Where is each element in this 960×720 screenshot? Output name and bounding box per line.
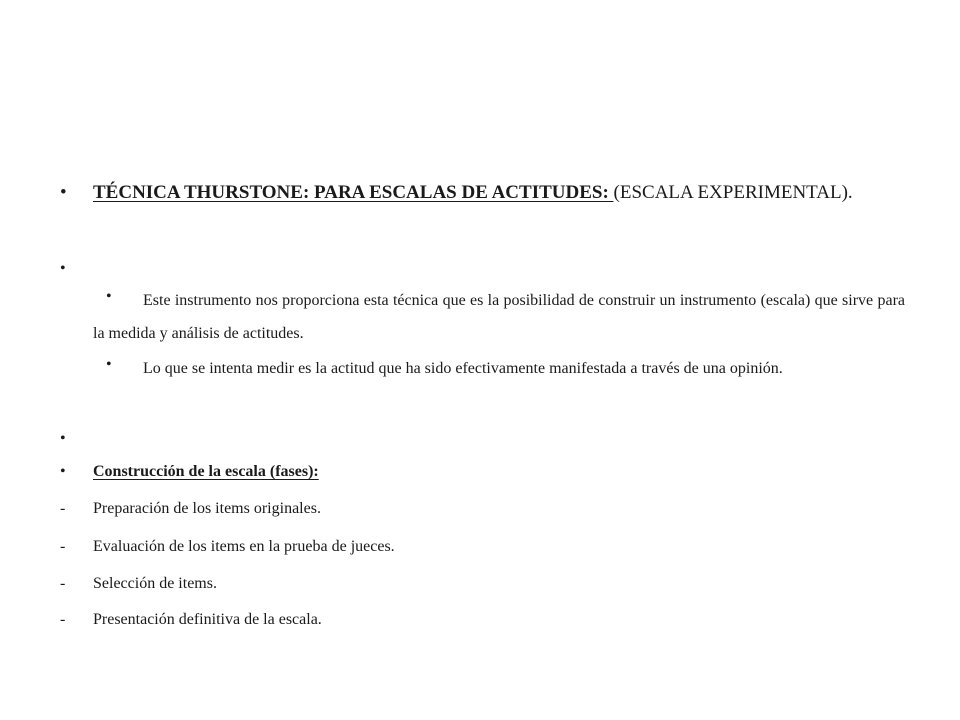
bullet-marker: • <box>60 260 66 277</box>
title-rest-text: (ESCALA EXPERIMENTAL). <box>613 182 853 203</box>
slide-title <box>93 175 905 211</box>
sub-bullet-text: Este instrumento nos proporciona esta técnica que es la posibilidad de construir un instrumento (escala) que sirve para la medida y análisis de actitudes. <box>93 292 905 342</box>
dash-marker: - <box>60 500 66 517</box>
sub-bullet-item <box>93 352 905 385</box>
dash-marker: - <box>60 538 66 555</box>
bullet-marker: • <box>60 463 66 480</box>
dash-marker: - <box>60 611 66 628</box>
phase-text: Presentación definitiva de la escala. <box>93 611 322 628</box>
construction-heading: Construcción de la escala (fases): <box>93 463 319 480</box>
bullet-marker: • <box>106 356 112 373</box>
bullet-marker: • <box>106 288 112 305</box>
phase-text: Evaluación de los items en la prueba de jueces. <box>93 538 395 555</box>
bullet-marker: • <box>60 430 66 447</box>
phase-text: Selección de items. <box>93 575 217 592</box>
bullet-marker: • <box>60 182 67 203</box>
dash-marker: - <box>60 575 66 592</box>
sub-bullet-item <box>93 284 905 350</box>
phase-text: Preparación de los items originales. <box>93 500 321 517</box>
title-bold-text: TÉCNICA THURSTONE: PARA ESCALAS DE ACTITUDES: <box>93 182 614 203</box>
sub-bullet-text: Lo que se intenta medir es la actitud que ha sido efectivamente manifestada a través de una opinión. <box>143 360 783 377</box>
